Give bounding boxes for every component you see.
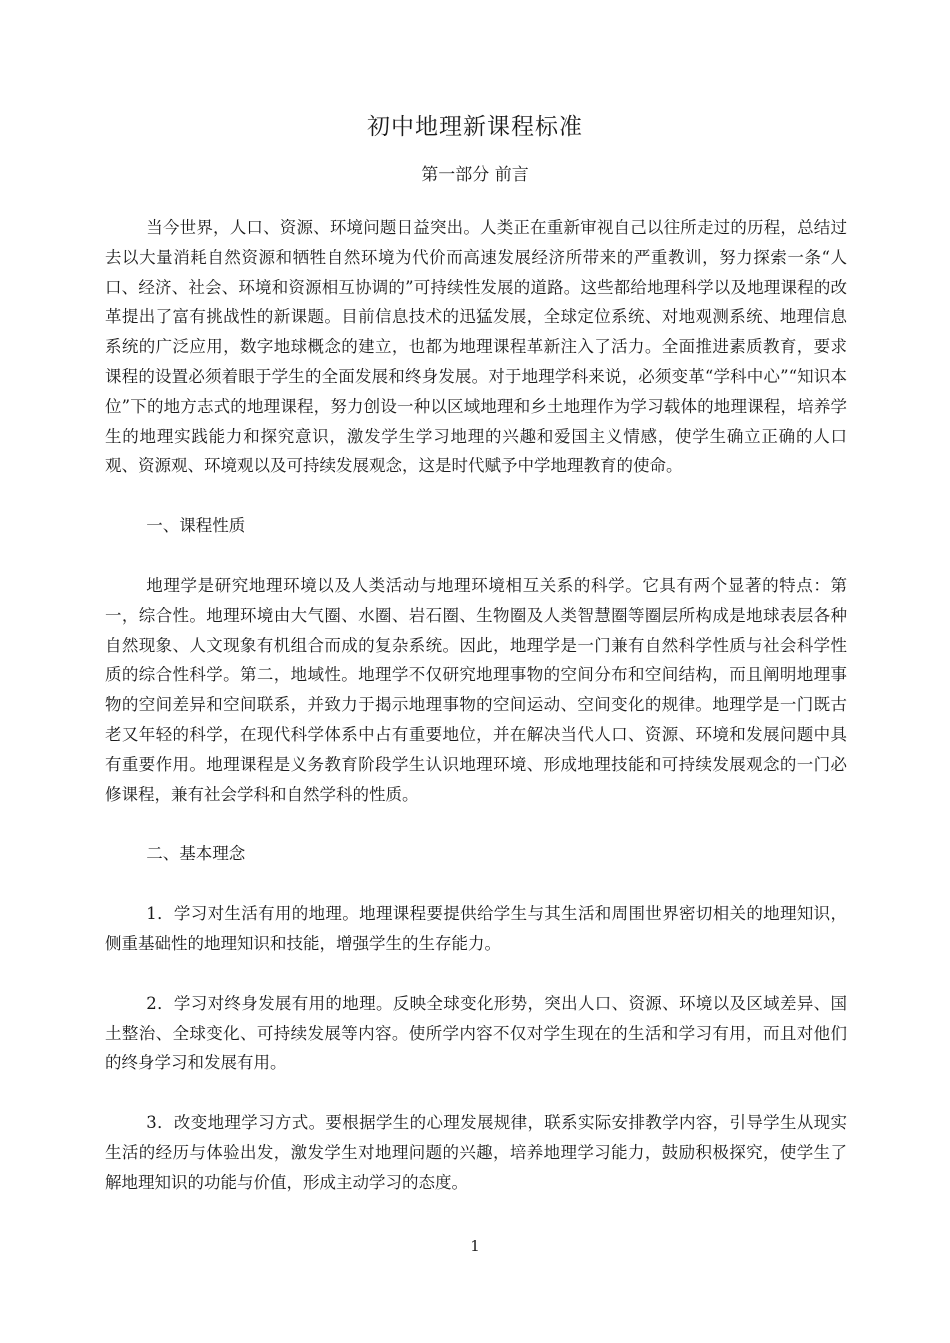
document-title: 初中地理新课程标准 (367, 114, 583, 140)
concept-item-1: 1．学习对生活有用的地理。地理课程要提供给学生与其生活和周围世界密切相关的地理知识，侧重基础性的地理知识和技能，增强学生的生存能力。 (105, 904, 847, 953)
concept-item-3: 3．改变地理学习方式。要根据学生的心理发展规律，联系实际安排教学内容，引导学生从现实生活的经历与体验出发，激发学生对地理问题的兴趣，培养地理学习能力，鼓励积极探究，使学生了解地理知识的功能与价值，形成主动学习的态度。 (105, 1113, 847, 1192)
course-nature-paragraph: 地理学是研究地理环境以及人类活动与地理环境相互关系的科学。它具有两个显著的特点：第一，综合性。地理环境由大气圈、水圈、岩石圈、生物圈及人类智慧圈等圈层所构成是地球表层各种自然现象、人文现象有机组合而成的复杂系统。因此，地理学是一门兼有自然科学性质与社会科学性质的综合性科学。第二，地域性。地理学不仅研究地理事物的空间分布和空间结构，而且阐明地理事物的空间差异和空间联系，并致力于揭示地理事物的空间运动、空间变化的规律。地理学是一门既古老又年轻的科学，在现代科学体系中占有重要地位，并在解决当代人口、资源、环境和发展问题中具有重要作用。地理课程是义务教育阶段学生认识地理环境、形成地理技能和可持续发展观念的一门必修课程，兼有社会学科和自然学科的性质。 (105, 575, 847, 804)
paragraph-spacer (105, 959, 847, 989)
page-number: 1 (470, 1237, 480, 1255)
paragraph-spacer (105, 869, 847, 899)
intro-paragraph: 当今世界，人口、资源、环境问题日益突出。人类正在重新审视自己以往所走过的历程，总结过去以大量消耗自然资源和牺牲自然环境为代价而高速发展经济所带来的严重教训，努力探索一条“人口、经济、社会、环境和资源相互协调的”可持续性发展的道路。这些都给地理科学以及地理课程的改革提出了富有挑战性的新课题。目前信息技术的迅猛发展，全球定位系统、对地观测系统、地理信息系统的广泛应用，数字地球概念的建立，也都为地理课程革新注入了活力。全面推进素质教育，要求课程的设置必须着眼于学生的全面发展和终身发展。对于地理学科来说，必须变革“学科中心”“知识本位”下的地方志式的地理课程，努力创设一种以区域地理和乡土地理作为学习载体的地理课程，培养学生的地理实践能力和探究意识，激发学生学习地理的兴趣和爱国主义情感，使学生确立正确的人口观、资源观、环境观以及可持续发展观念，这是时代赋予中学地理教育的使命。 (105, 218, 847, 476)
document-body (105, 213, 847, 1198)
paragraph-spacer (105, 481, 847, 511)
section-heading-course-nature: 一、课程性质 (146, 516, 246, 536)
paragraph-spacer (105, 541, 847, 571)
concept-item-2: 2．学习对终身发展有用的地理。反映全球变化形势，突出人口、资源、环境以及区域差异、国土整治、全球变化、可持续发展等内容。使所学内容不仅对学生现在的生活和学习有用，而且对他们的终身学习和发展有用。 (105, 993, 847, 1073)
paragraph-spacer (105, 1078, 847, 1108)
section-heading-basic-concepts: 二、基本理念 (146, 844, 246, 864)
part-subtitle: 第一部分 前言 (421, 165, 529, 185)
paragraph-spacer (105, 809, 847, 839)
